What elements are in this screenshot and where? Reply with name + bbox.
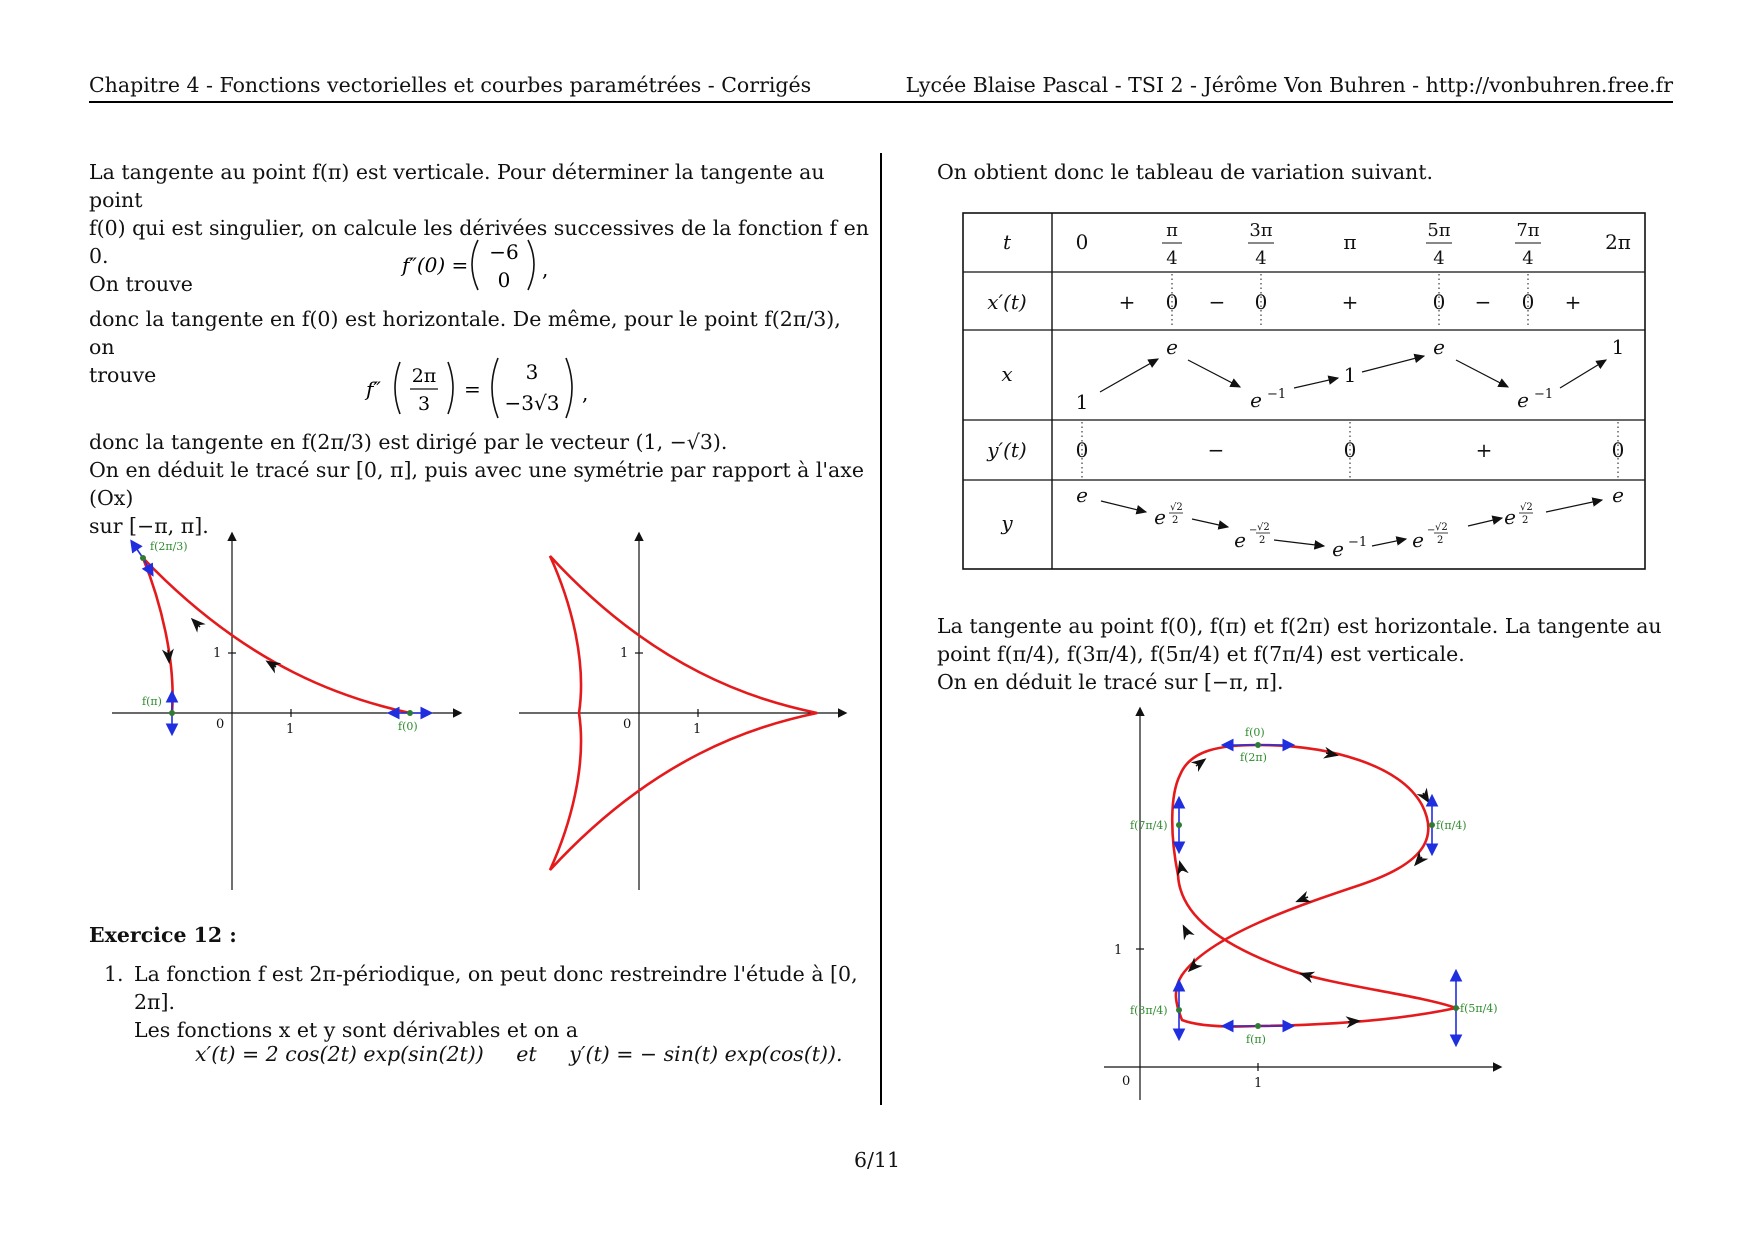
xprime-sign-4: − <box>1474 290 1492 314</box>
xprime-zero-2: 0 <box>1254 290 1268 314</box>
equation-f-second-2pi3 <box>360 352 610 422</box>
x-value-5: e <box>1433 335 1445 359</box>
left-p1-line1: La tangente au point f(π) est verticale. Pour déterminer la tangente au point <box>89 160 825 212</box>
svg-text:4: 4 <box>1255 248 1267 269</box>
yprime-sign-1: − <box>1207 438 1225 462</box>
svg-text:√2: √2 <box>1435 522 1448 533</box>
x-value-6 <box>1517 387 1553 412</box>
svg-text:−: − <box>1249 525 1258 536</box>
t-value-pi4 <box>1162 220 1182 269</box>
y-value-2 <box>1154 502 1183 529</box>
svg-text:−1: −1 <box>1348 535 1368 550</box>
left-p3-line1: donc la tangente en f(2π/3) est dirigé par le vecteur (1, −√3). <box>89 430 728 454</box>
plot1-curve <box>143 558 410 713</box>
plot3-point-f3pi4 <box>1176 1007 1182 1013</box>
plot-parametric-curve <box>1100 705 1510 1105</box>
xprime-sign-3: + <box>1341 290 1359 314</box>
right-intro: On obtient donc le tableau de variation suivant. <box>937 160 1434 184</box>
exercise-derivatives: x′(t) = 2 cos(2t) exp(sin(2t)) et y′(t) = − sin(t) exp(cos(t)). <box>195 1042 843 1066</box>
xprime-sign-1: + <box>1118 290 1136 314</box>
y-value-4 <box>1332 535 1367 561</box>
yprime-zero-1: 0 <box>1075 438 1089 462</box>
x-value-7: 1 <box>1611 335 1625 359</box>
plot1-origin: 0 <box>216 717 225 732</box>
plot1-point-fpi <box>169 710 175 716</box>
t-value-2pi: 2π <box>1605 230 1631 254</box>
exercise-body <box>134 960 874 1044</box>
plot3-label-f2pi: f(2π) <box>1240 751 1267 764</box>
plot3-tick-y: 1 <box>1114 943 1123 958</box>
plot1-tick-y: 1 <box>213 646 222 661</box>
plot3-point-f7pi4 <box>1176 822 1182 828</box>
t-value-5pi4 <box>1426 220 1452 269</box>
plot3-label-f3pi4: f(3π/4) <box>1130 1004 1168 1017</box>
svg-text:3π: 3π <box>1249 220 1273 241</box>
table-header-t: t <box>1002 230 1012 254</box>
plot1-label-fpi: f(π) <box>142 695 162 708</box>
svg-text:e: e <box>1154 505 1166 529</box>
t-value-0: 0 <box>1075 230 1089 254</box>
x-value-3 <box>1250 387 1286 412</box>
y-value-3 <box>1234 522 1270 552</box>
svg-text:√2: √2 <box>1257 522 1270 533</box>
left-p2-line2: trouve <box>89 363 157 387</box>
svg-text:,: , <box>582 381 589 405</box>
t-value-3pi4 <box>1248 220 1274 269</box>
xprime-zero-1: 0 <box>1165 290 1179 314</box>
plot3-origin: 0 <box>1122 1074 1131 1089</box>
y-value-6 <box>1504 502 1533 529</box>
svg-text:5π: 5π <box>1427 220 1451 241</box>
svg-text:e: e <box>1332 537 1344 561</box>
plot-astroid-full <box>515 530 855 900</box>
plot3-curve <box>1172 745 1456 1026</box>
table-header-x: x <box>1001 362 1013 386</box>
equation-f-second-0 <box>390 232 570 296</box>
xprime-zero-4: 0 <box>1521 290 1535 314</box>
svg-text:π: π <box>1166 220 1178 241</box>
yprime-sign-2: + <box>1475 438 1493 462</box>
left-paragraph-3 <box>89 428 869 540</box>
svg-text:√2: √2 <box>1170 502 1183 513</box>
page-number: 6/11 <box>853 1148 901 1172</box>
plot3-label-fpi: f(π) <box>1246 1033 1266 1046</box>
svg-text:=: = <box>464 377 481 401</box>
plot3-point-f5pi4 <box>1453 1005 1459 1011</box>
svg-text:−1: −1 <box>1267 387 1287 402</box>
x-value-4: 1 <box>1343 363 1357 387</box>
t-value-7pi4 <box>1515 220 1541 269</box>
table-header-yprime: y′(t) <box>987 438 1027 462</box>
plot2-origin: 0 <box>623 717 632 732</box>
plot3-point-fpi <box>1255 1023 1261 1029</box>
exercise-number: 1. <box>104 962 124 986</box>
right-after-line1: La tangente au point f(0), f(π) et f(2π) est horizontale. La tangente au <box>937 614 1662 638</box>
svg-text:e: e <box>1250 388 1262 412</box>
svg-text:e: e <box>1504 505 1516 529</box>
plot3-tick-x: 1 <box>1254 1076 1263 1091</box>
eq2-top: 3 <box>525 360 539 384</box>
plot1-tangents <box>132 542 430 733</box>
svg-text:2: 2 <box>1522 515 1529 526</box>
plot3-label-f5pi4: f(5π/4) <box>1460 1002 1498 1015</box>
plot3-label-f7pi4: f(7π/4) <box>1130 819 1168 832</box>
svg-text:e: e <box>1412 528 1424 552</box>
column-divider <box>880 153 882 1105</box>
right-after-table <box>937 612 1677 696</box>
variation-table <box>962 212 1648 572</box>
eq2-lhs: f″ <box>366 377 381 401</box>
eq2-bot: −3√3 <box>504 391 560 415</box>
left-p3-line2: On en déduit le tracé sur [0, π], puis avec une symétrie par rapport à l'axe (Ox) <box>89 458 864 510</box>
plot2-tick-x: 1 <box>693 722 702 737</box>
table-header-xprime: x′(t) <box>987 290 1027 314</box>
x-value-1: 1 <box>1075 390 1089 414</box>
svg-text:2: 2 <box>1172 515 1179 526</box>
exercise-line2: Les fonctions x et y sont dérivables et on a <box>134 1018 579 1042</box>
eq1-top: −6 <box>489 240 519 264</box>
plot1-label-f0: f(0) <box>398 720 418 733</box>
svg-text:7π: 7π <box>1516 220 1540 241</box>
svg-text:−: − <box>1427 525 1436 536</box>
svg-text:e: e <box>1517 388 1529 412</box>
right-after-line3: On en déduit le tracé sur [−π, π]. <box>937 670 1284 694</box>
svg-text:,: , <box>542 257 549 281</box>
svg-text:−1: −1 <box>1534 387 1554 402</box>
left-p1-line3: On trouve <box>89 272 193 296</box>
exercise-line1: La fonction f est 2π-périodique, on peut donc restreindre l'étude à [0, 2π]. <box>134 962 858 1014</box>
svg-text:2: 2 <box>1437 535 1444 546</box>
plot-astroid-half <box>100 530 480 900</box>
plot2-tick-y: 1 <box>620 646 629 661</box>
header-left: Chapitre 4 - Fonctions vectorielles et courbes paramétrées - Corrigés <box>89 73 812 97</box>
svg-text:4: 4 <box>1166 248 1178 269</box>
plot3-label-f0: f(0) <box>1245 726 1265 739</box>
y-value-5 <box>1412 522 1448 552</box>
eq1-lhs: f″(0) = <box>402 253 469 277</box>
left-p2-line1: donc la tangente en f(0) est horizontale. De même, pour le point f(2π/3), on <box>89 307 841 359</box>
eq1-bot: 0 <box>497 268 511 292</box>
eq2-arg-top: 2π <box>411 365 437 387</box>
header-rule <box>89 101 1673 103</box>
yprime-zero-3: 0 <box>1611 438 1625 462</box>
plot2-axes <box>519 534 845 890</box>
right-after-line2: point f(π/4), f(3π/4), f(5π/4) et f(7π/4) est verticale. <box>937 642 1465 666</box>
plot3-label-fpi4: f(π/4) <box>1436 819 1467 832</box>
exercise-title: Exercice 12 : <box>89 923 237 947</box>
y-value-1: e <box>1076 483 1088 507</box>
plot1-point-f2pi3 <box>140 555 146 561</box>
y-value-7: e <box>1612 483 1624 507</box>
xprime-sign-5: + <box>1564 290 1582 314</box>
table-header-y: y <box>1001 511 1013 535</box>
eq2-arg-bot: 3 <box>417 393 431 415</box>
plot3-point-f0 <box>1255 742 1261 748</box>
xprime-zero-3: 0 <box>1432 290 1446 314</box>
svg-text:e: e <box>1234 528 1246 552</box>
plot3-point-fpi4 <box>1429 822 1435 828</box>
xprime-sign-2: − <box>1208 290 1226 314</box>
plot3-tangents <box>1179 745 1456 1044</box>
svg-text:4: 4 <box>1522 248 1534 269</box>
left-p1-line2: f(0) qui est singulier, on calcule les dérivées successives de la fonction f en 0. <box>89 216 869 268</box>
plot1-tick-x: 1 <box>286 722 295 737</box>
svg-text:2: 2 <box>1259 535 1266 546</box>
left-p3-line3: sur [−π, π]. <box>89 514 209 538</box>
plot3-direction-arrows <box>1180 753 1428 1022</box>
svg-text:4: 4 <box>1433 248 1445 269</box>
plot1-label-f2pi3: f(2π/3) <box>150 540 188 553</box>
svg-text:√2: √2 <box>1520 502 1533 513</box>
t-value-pi: π <box>1343 230 1357 254</box>
plot1-point-f0 <box>407 710 413 716</box>
x-value-2: e <box>1166 335 1178 359</box>
yprime-zero-2: 0 <box>1343 438 1357 462</box>
header-right: Lycée Blaise Pascal - TSI 2 - Jérôme Von Buhren - http://vonbuhren.free.fr <box>905 73 1673 97</box>
